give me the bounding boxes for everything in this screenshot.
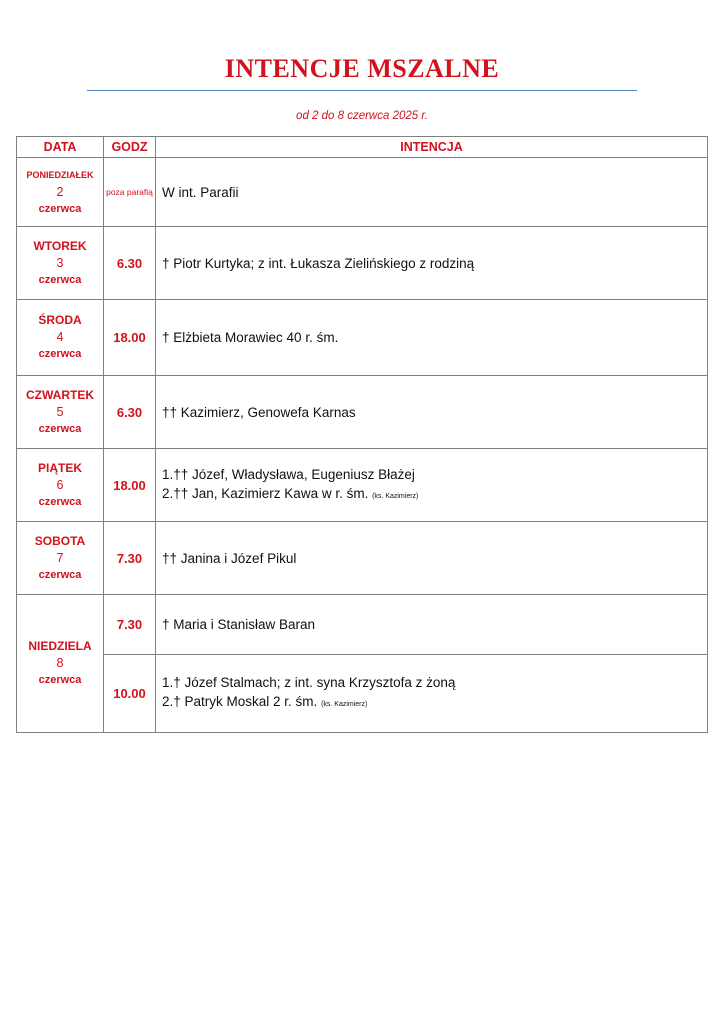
intention-line: † Maria i Stanisław Baran (162, 617, 316, 632)
table-row (17, 376, 708, 449)
day-cell (17, 449, 104, 522)
hour-cell: 7.30 (104, 595, 156, 655)
day-cell (17, 595, 104, 733)
intention-cell (156, 300, 708, 376)
day-name: CZWARTEK (26, 387, 94, 402)
day-number: 8 (56, 656, 64, 670)
day-name: SOBOTA (34, 533, 86, 548)
day-month: czerwca (38, 348, 82, 360)
intention-line (162, 484, 707, 506)
hour-cell: 18.00 (104, 449, 156, 522)
day-cell (17, 300, 104, 376)
intention-line: † Elżbieta Morawiec 40 r. śm. (162, 330, 339, 345)
table-row (17, 300, 708, 376)
intention-line: †† Kazimierz, Genowefa Karnas (162, 404, 356, 420)
intention-cell (156, 227, 708, 300)
day-number: 7 (56, 550, 64, 565)
day-name: PONIEDZIAŁEK (26, 169, 94, 180)
hour-cell: 18.00 (104, 300, 156, 376)
intention-cell (156, 522, 708, 595)
day-month: czerwca (38, 202, 82, 215)
day-name: NIEDZIELA (28, 639, 92, 653)
table-row (17, 522, 708, 595)
intention-line: † Piotr Kurtyka; z int. Łukasza Zielińskiego z rodziną (162, 255, 475, 271)
intention-line (162, 692, 707, 714)
day-cell (17, 158, 104, 227)
table-row (17, 449, 708, 522)
column-header-intention: INTENCJA (156, 137, 708, 158)
day-name: WTOREK (33, 238, 87, 253)
intention-cell (156, 595, 708, 655)
hour-cell: poza parafią (104, 158, 156, 227)
intention-line: 1.†† Józef, Władysława, Eugeniusz Błażej (162, 466, 415, 482)
intention-cell (156, 449, 708, 522)
intention-cell (156, 655, 708, 733)
page-title: INTENCJE MSZALNE (224, 54, 500, 83)
intention-line: 1.† Józef Stalmach; z int. syna Krzysztofa z żoną (162, 675, 456, 690)
day-cell (17, 227, 104, 300)
day-number: 2 (56, 184, 64, 199)
intention-text: 2.†† Jan, Kazimierz Kawa w r. śm. (162, 485, 369, 501)
day-month: czerwca (38, 568, 82, 581)
day-month: czerwca (38, 273, 82, 286)
intention-cell (156, 376, 708, 449)
day-number: 6 (56, 477, 64, 492)
column-header-hour: GODZ (104, 137, 156, 158)
hour-cell: 10.00 (104, 655, 156, 733)
mass-intentions-table (16, 136, 708, 733)
day-number: 3 (56, 255, 64, 270)
day-cell (17, 376, 104, 449)
celebrant-note: (ks. Kazimierz) (372, 492, 419, 500)
table-row (17, 655, 708, 733)
day-month: czerwca (38, 422, 82, 435)
intention-text: 2.† Patryk Moskal 2 r. śm. (162, 694, 318, 709)
hour-cell: 6.30 (104, 227, 156, 300)
table-row (17, 595, 708, 655)
date-range: od 2 do 8 czerwca 2025 r. (296, 110, 428, 122)
day-month: czerwca (38, 674, 82, 686)
day-number: 5 (56, 404, 64, 419)
day-month: czerwca (38, 495, 82, 508)
table-header-row (17, 137, 708, 158)
intention-line: W int. Parafii (162, 184, 239, 200)
day-name: PIĄTEK (37, 460, 82, 475)
hour-cell: 6.30 (104, 376, 156, 449)
day-name: ŚRODA (38, 313, 82, 327)
title-divider (87, 90, 637, 91)
intention-cell (156, 158, 708, 227)
day-cell (17, 522, 104, 595)
table-row (17, 227, 708, 300)
table-row (17, 158, 708, 227)
hour-cell: 7.30 (104, 522, 156, 595)
column-header-date: DATA (17, 137, 104, 158)
celebrant-note: (ks. Kazimierz) (321, 701, 368, 708)
intention-line: †† Janina i Józef Pikul (162, 550, 297, 566)
day-number: 4 (56, 330, 64, 344)
